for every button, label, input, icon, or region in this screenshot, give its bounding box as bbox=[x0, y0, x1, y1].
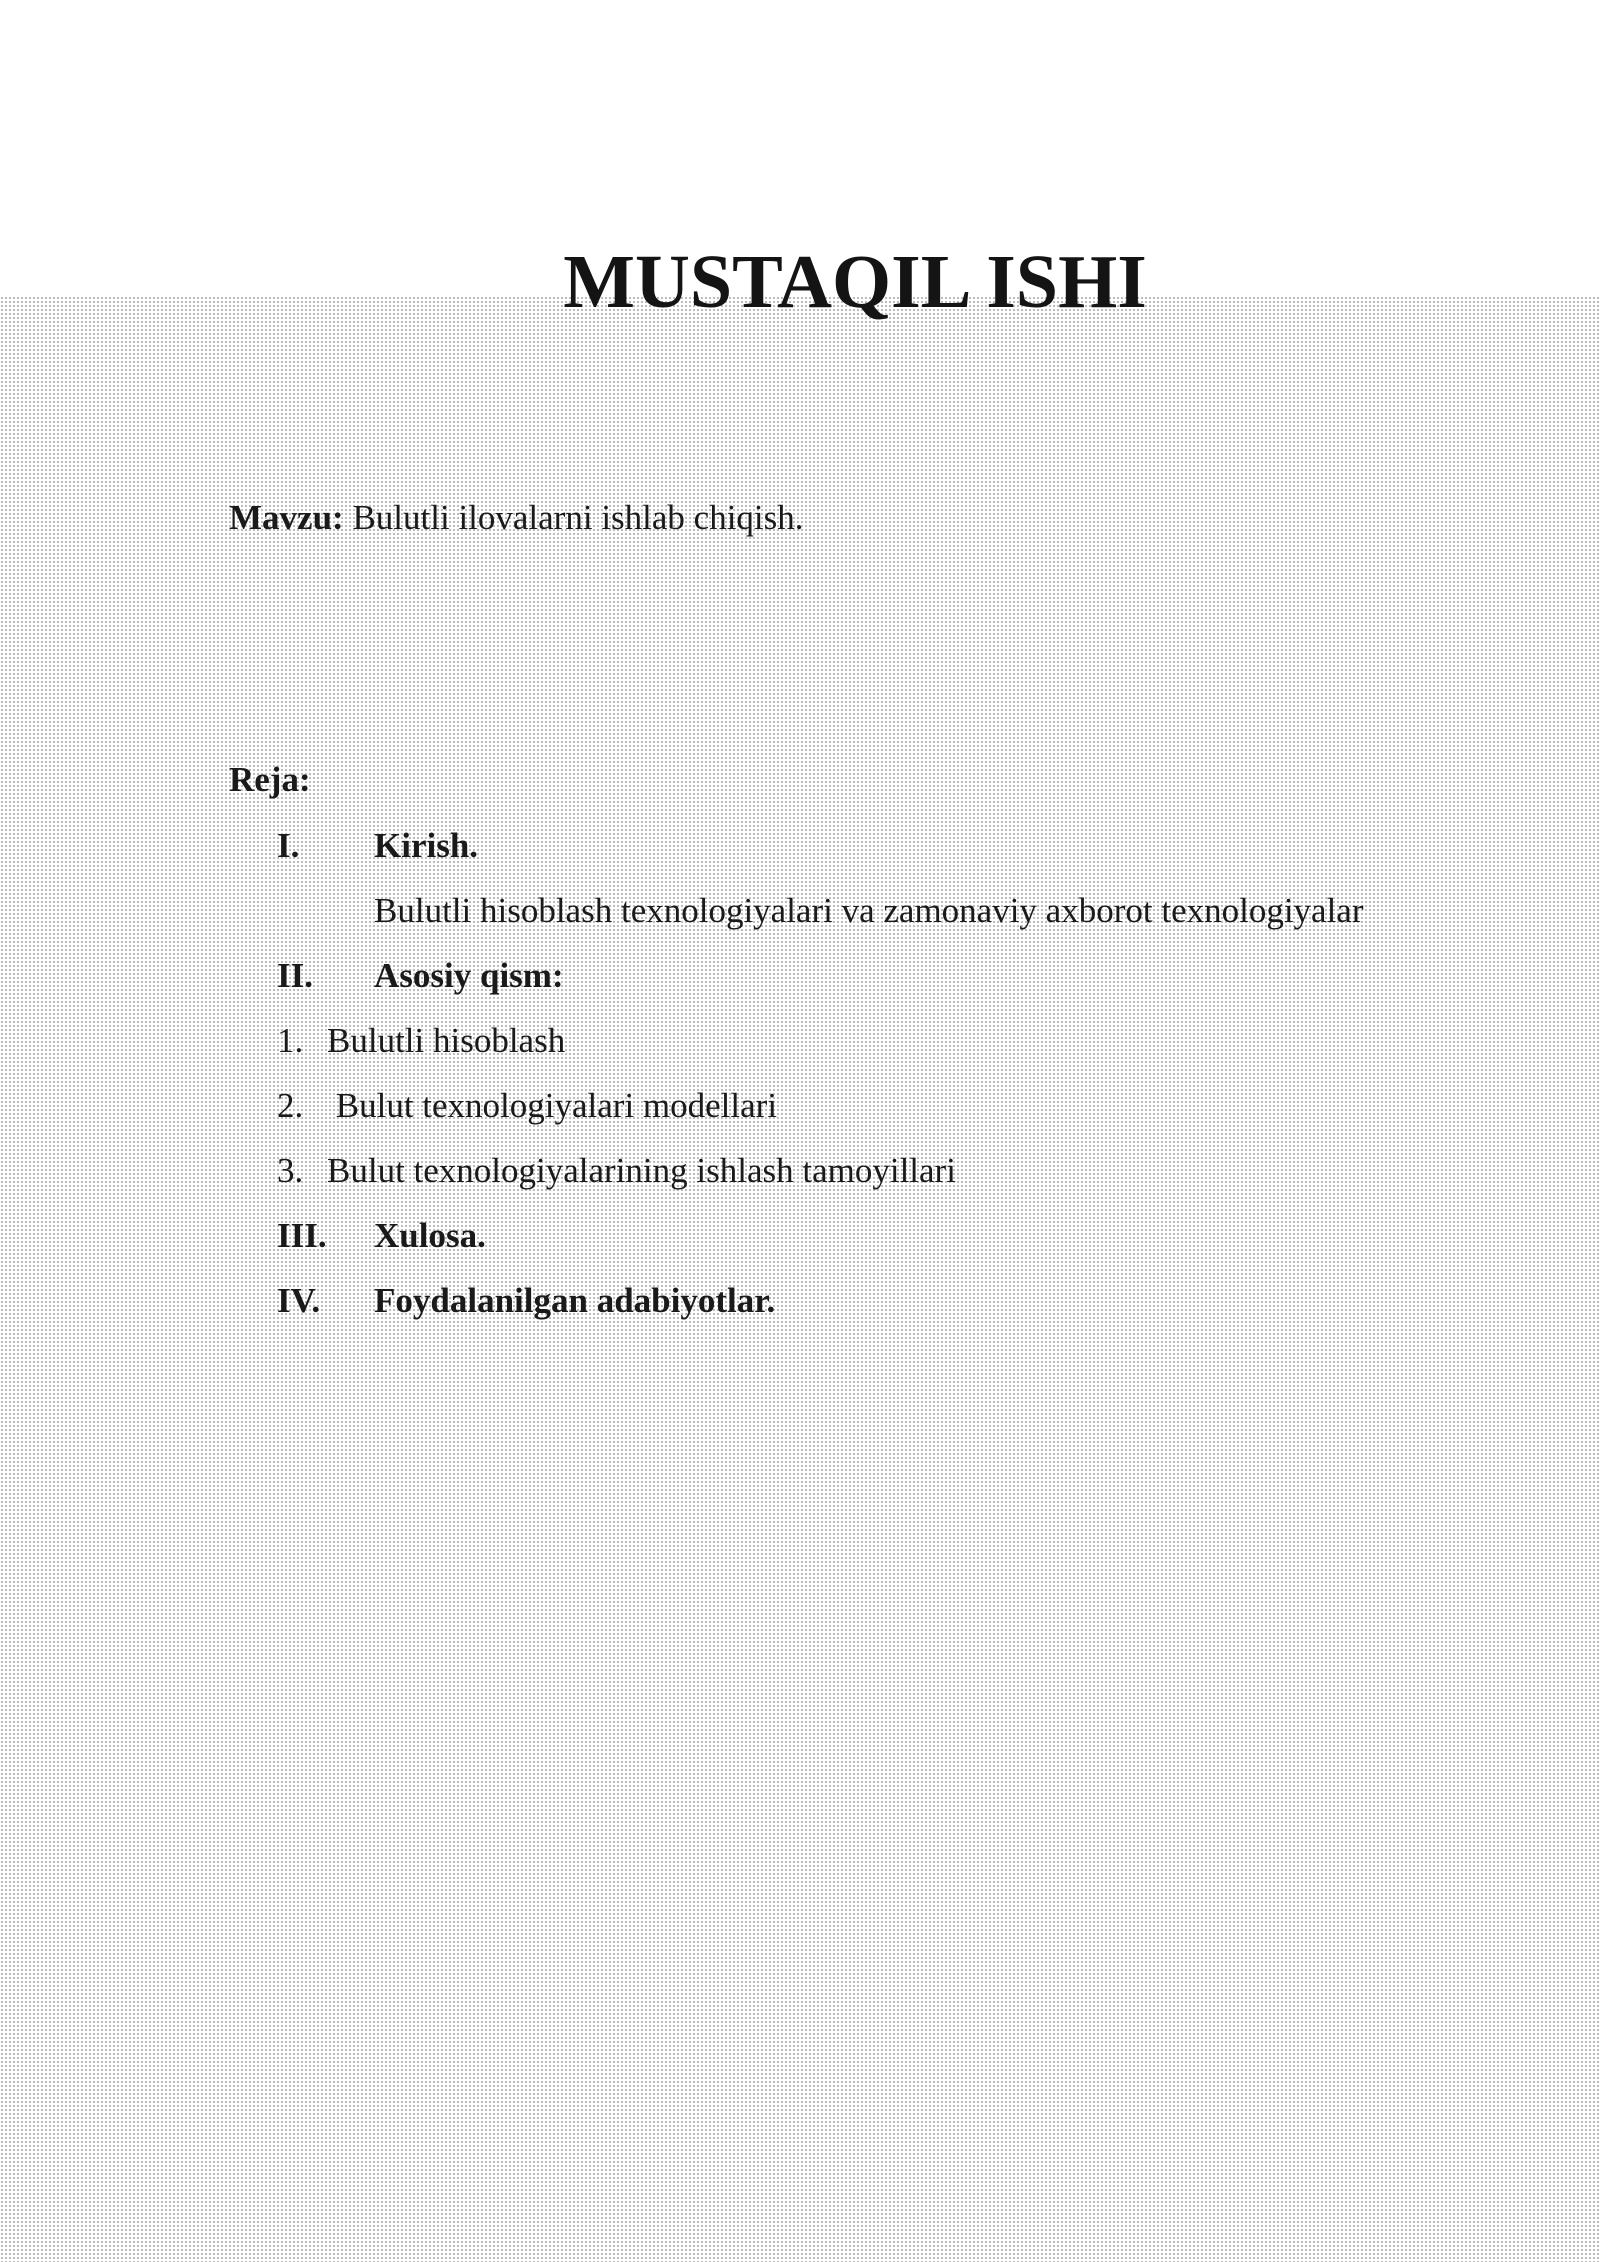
plan-item-number: IV. bbox=[277, 1281, 321, 1320]
plan-item-text: Bulutli hisoblash bbox=[327, 1021, 566, 1060]
plan-item-number: 2. bbox=[277, 1086, 304, 1125]
plan-heading: Reja: bbox=[229, 760, 311, 799]
document-title: MUSTAQIL ISHI bbox=[563, 240, 1147, 324]
plan-item-text: Foydalanilgan adabiyotlar. bbox=[374, 1281, 776, 1320]
plan-item-number: 3. bbox=[277, 1151, 304, 1190]
plan-item-text: Xulosa. bbox=[374, 1216, 486, 1255]
plan-item-number: II. bbox=[277, 956, 313, 995]
topic-label: Mavzu: bbox=[229, 498, 344, 537]
topic-value: Bulutli ilovalarni ishlab chiqish. bbox=[352, 498, 804, 537]
plan-item-text: Asosiy qism: bbox=[374, 956, 564, 995]
plan-item-text: Bulut texnologiyalarining ishlash tamoyillari bbox=[327, 1151, 956, 1190]
plan-item-text: Kirish. bbox=[374, 826, 479, 865]
plan-item-text: Bulut texnologiyalari modellari bbox=[327, 1086, 778, 1125]
plan-item-number: I. bbox=[277, 826, 300, 865]
dotted-background bbox=[0, 296, 1600, 2262]
plan-item-text: Bulutli hisoblash texnologiyalari va zamonaviy axborot texnologiyalar bbox=[374, 891, 1364, 930]
plan-item-number: 1. bbox=[277, 1021, 304, 1060]
plan-item-number: III. bbox=[277, 1216, 327, 1255]
topic-line bbox=[229, 496, 804, 540]
